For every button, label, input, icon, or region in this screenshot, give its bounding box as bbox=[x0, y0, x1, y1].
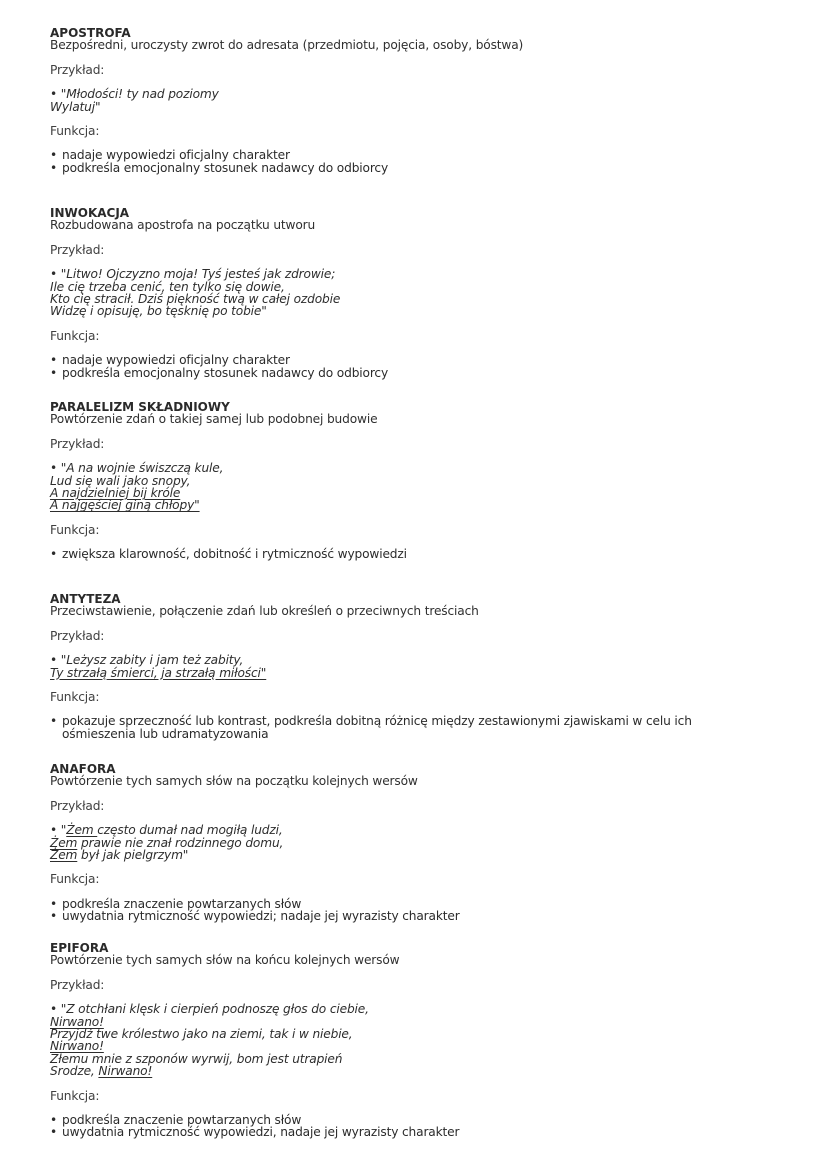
quote-line: Ile cię trzeba cenić, ten tylko się dowie, bbox=[50, 279, 285, 294]
example-quote bbox=[50, 1003, 790, 1077]
quote-line: "A na wojnie świszczą kule, bbox=[60, 461, 224, 476]
list-item: • podkreśla emocjonalny stosunek nadawcy do odbiorcy bbox=[50, 160, 389, 175]
example-label: Przykład: bbox=[50, 62, 105, 77]
function-label: Funkcja: bbox=[50, 124, 100, 139]
function-list bbox=[50, 1114, 790, 1139]
quote-line-underlined: A najgęściej giną chłopy" bbox=[50, 498, 200, 513]
bullet: • bbox=[50, 653, 58, 668]
repeated-word: Nirwano! bbox=[50, 1039, 104, 1054]
section-title: APOSTROFA bbox=[50, 26, 131, 40]
bullet: • bbox=[50, 823, 58, 838]
quote-line: Przyjdź twe królestwo jako na ziemi, tak i w niebie, bbox=[50, 1027, 353, 1042]
bullet: • bbox=[50, 461, 58, 476]
section-anafora bbox=[50, 763, 790, 923]
example-label: Przykład: bbox=[50, 977, 105, 992]
list-item: • podkreśla emocjonalny stosunek nadawcy do odbiorcy bbox=[50, 365, 389, 380]
function-list bbox=[50, 149, 790, 174]
bullet: • bbox=[50, 87, 58, 102]
section-epifora bbox=[50, 942, 790, 1139]
list-item: • nadaje wypowiedzi oficjalny charakter bbox=[50, 353, 290, 368]
list-item: • pokazuje sprzeczność lub kontrast, podkreśla dobitną różnicę między zestawionymi zjawiskami w celu ich ośmieszenia lub udramatyzowania bbox=[50, 714, 692, 741]
quote-line: "Litwo! Ojczyzno moja! Tyś jesteś jak zdrowie; bbox=[60, 267, 336, 282]
repeated-word: Żem bbox=[66, 823, 98, 838]
list-item: • zwiększa klarowność, dobitność i rytmiczność wypowiedzi bbox=[50, 547, 407, 562]
repeated-word: Nirwano! bbox=[50, 1014, 104, 1029]
bullet: • bbox=[50, 267, 58, 282]
quote-line: • "Żem często dumał nad mogiłą ludzi, bbox=[50, 823, 283, 838]
repeated-word: Żem bbox=[50, 848, 78, 863]
example-label: Przykład: bbox=[50, 628, 105, 643]
quote-line: Kto cię stracił. Dziś piękność twą w całej ozdobie bbox=[50, 292, 341, 307]
example-quote bbox=[50, 268, 790, 318]
section-definition: Powtórzenie tych samych słów na początku kolejnych wersów bbox=[50, 774, 418, 789]
section-definition: Powtórzenie zdań o takiej samej lub podobnej budowie bbox=[50, 412, 378, 427]
section-title: ANTYTEZA bbox=[50, 592, 121, 606]
section-paralelizm bbox=[50, 401, 790, 561]
bullet: • bbox=[50, 1002, 58, 1017]
section-title: PARALELIZM SKŁADNIOWY bbox=[50, 400, 230, 414]
section-apostrofa bbox=[50, 27, 790, 174]
section-antyteza bbox=[50, 593, 790, 740]
section-title: INWOKACJA bbox=[50, 206, 130, 220]
repeated-word: Nirwano! bbox=[98, 1064, 153, 1079]
function-label: Funkcja: bbox=[50, 872, 100, 887]
list-item: • nadaje wypowiedzi oficjalny charakter bbox=[50, 148, 290, 163]
function-label: Funkcja: bbox=[50, 522, 100, 537]
section-definition: Bezpośredni, uroczysty zwrot do adresata (przedmiotu, pojęcia, osoby, bóstwa) bbox=[50, 38, 524, 53]
quote-line: Lud się wali jako snopy, bbox=[50, 473, 191, 488]
list-item: • uwydatnia rytmiczność wypowiedzi; nadaje jej wyrazisty charakter bbox=[50, 909, 460, 924]
quote-line: "Młodości! ty nad poziomy bbox=[60, 87, 219, 102]
function-label: Funkcja: bbox=[50, 690, 100, 705]
section-inwokacja bbox=[50, 207, 790, 379]
list-item: • podkreśla znaczenie powtarzanych słów bbox=[50, 896, 302, 911]
section-title: EPIFORA bbox=[50, 941, 109, 955]
function-list bbox=[50, 354, 790, 379]
function-list bbox=[50, 548, 790, 560]
quote-line: Srodze, Nirwano! bbox=[50, 1064, 153, 1079]
quote-line-underlined: Ty strzałą śmierci, ja strzałą miłości" bbox=[50, 665, 267, 680]
example-label: Przykład: bbox=[50, 242, 105, 257]
section-definition: Powtórzenie tych samych słów na końcu kolejnych wersów bbox=[50, 953, 400, 968]
example-quote bbox=[50, 824, 790, 861]
quote-line: Widzę i opisuję, bo tęsknię po tobie" bbox=[50, 304, 267, 319]
example-quote bbox=[50, 654, 790, 679]
list-item: • uwydatnia rytmiczność wypowiedzi, nadaje jej wyrazisty charakter bbox=[50, 1125, 460, 1140]
quote-line: Żem prawie nie znał rodzinnego domu, bbox=[50, 835, 284, 850]
example-label: Przykład: bbox=[50, 436, 105, 451]
list-item: • podkreśla znaczenie powtarzanych słów bbox=[50, 1113, 302, 1128]
section-definition: Rozbudowana apostrofa na początku utworu bbox=[50, 218, 316, 233]
quote-line-underlined: A najdzielniej bij króle bbox=[50, 486, 181, 501]
example-quote bbox=[50, 462, 790, 512]
section-title: ANAFORA bbox=[50, 762, 116, 776]
quote-line: Wylatuj" bbox=[50, 99, 101, 114]
function-label: Funkcja: bbox=[50, 1088, 100, 1103]
section-definition: Przeciwstawienie, połączenie zdań lub określeń o przeciwnych treściach bbox=[50, 604, 479, 619]
example-quote bbox=[50, 88, 790, 113]
function-list bbox=[50, 898, 790, 923]
function-label: Funkcja: bbox=[50, 328, 100, 343]
quote-line: • "Z otchłani klęsk i cierpień podnoszę głos do ciebie, bbox=[50, 1002, 369, 1017]
example-label: Przykład: bbox=[50, 798, 105, 813]
repeated-word: Żem bbox=[50, 835, 78, 850]
quote-line: Złemu mnie z szponów wyrwij, bom jest utrapień bbox=[50, 1051, 343, 1066]
quote-line: "Leżysz zabity i jam też zabity, bbox=[60, 653, 244, 668]
quote-line: Żem był jak pielgrzym" bbox=[50, 848, 189, 863]
function-list bbox=[50, 715, 790, 740]
